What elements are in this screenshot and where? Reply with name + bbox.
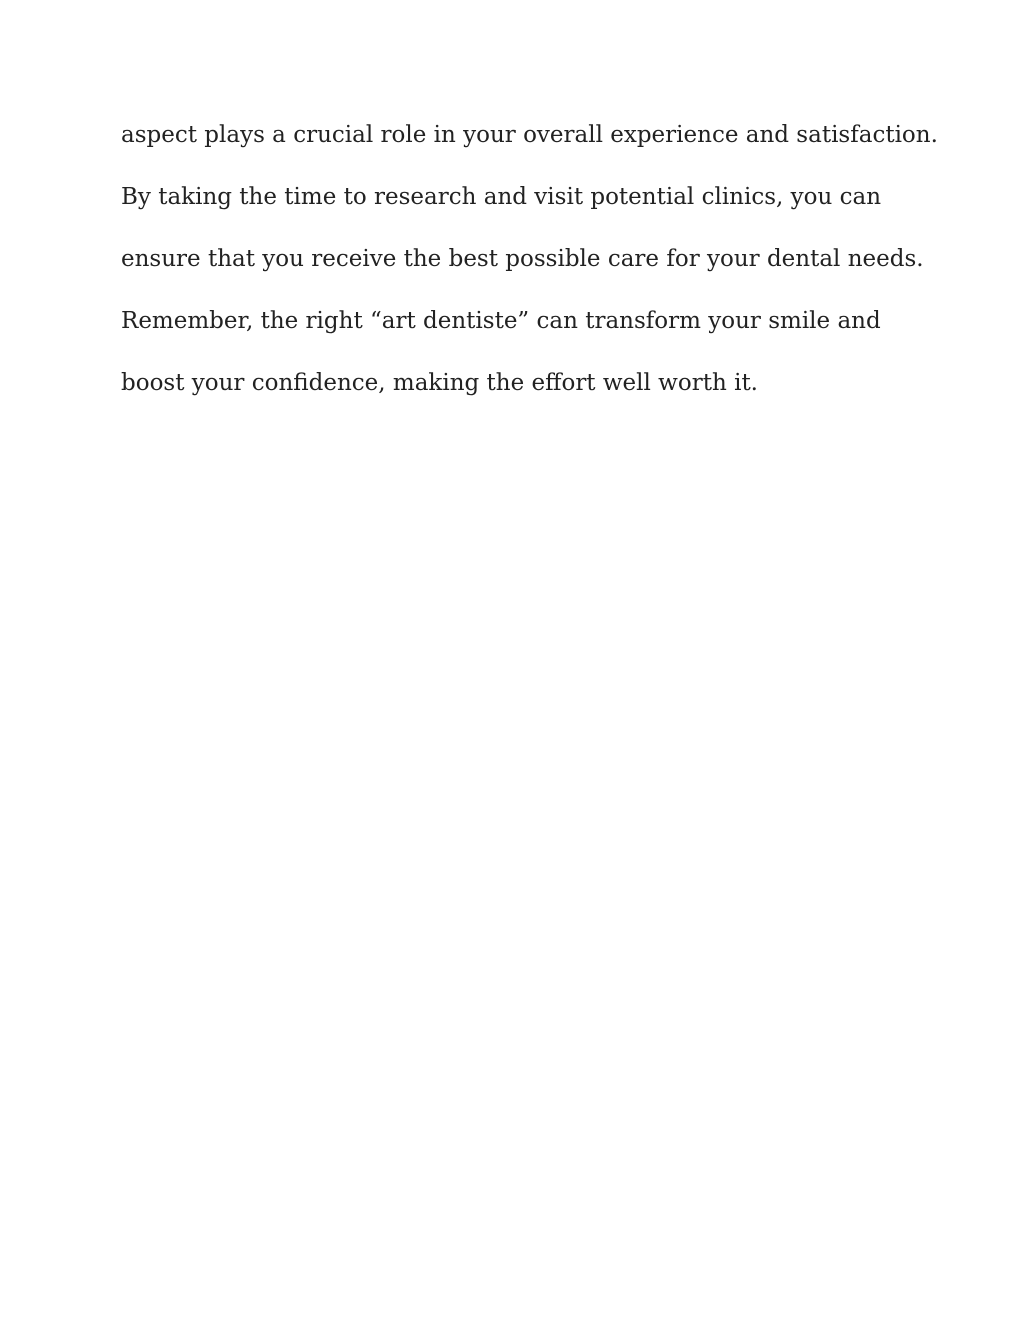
paragraph-line: ensure that you receive the best possible care for your dental needs. [121,246,924,272]
paragraph-line: aspect plays a crucial role in your overall experience and satisfaction. [121,122,938,148]
body-paragraph [121,114,938,424]
paragraph-line: By taking the time to research and visit potential clinics, you can [121,184,882,210]
paragraph-line: Remember, the right “art dentiste” can transform your smile and [121,308,881,334]
paragraph-line: boost your confidence, making the effort well worth it. [121,370,758,396]
